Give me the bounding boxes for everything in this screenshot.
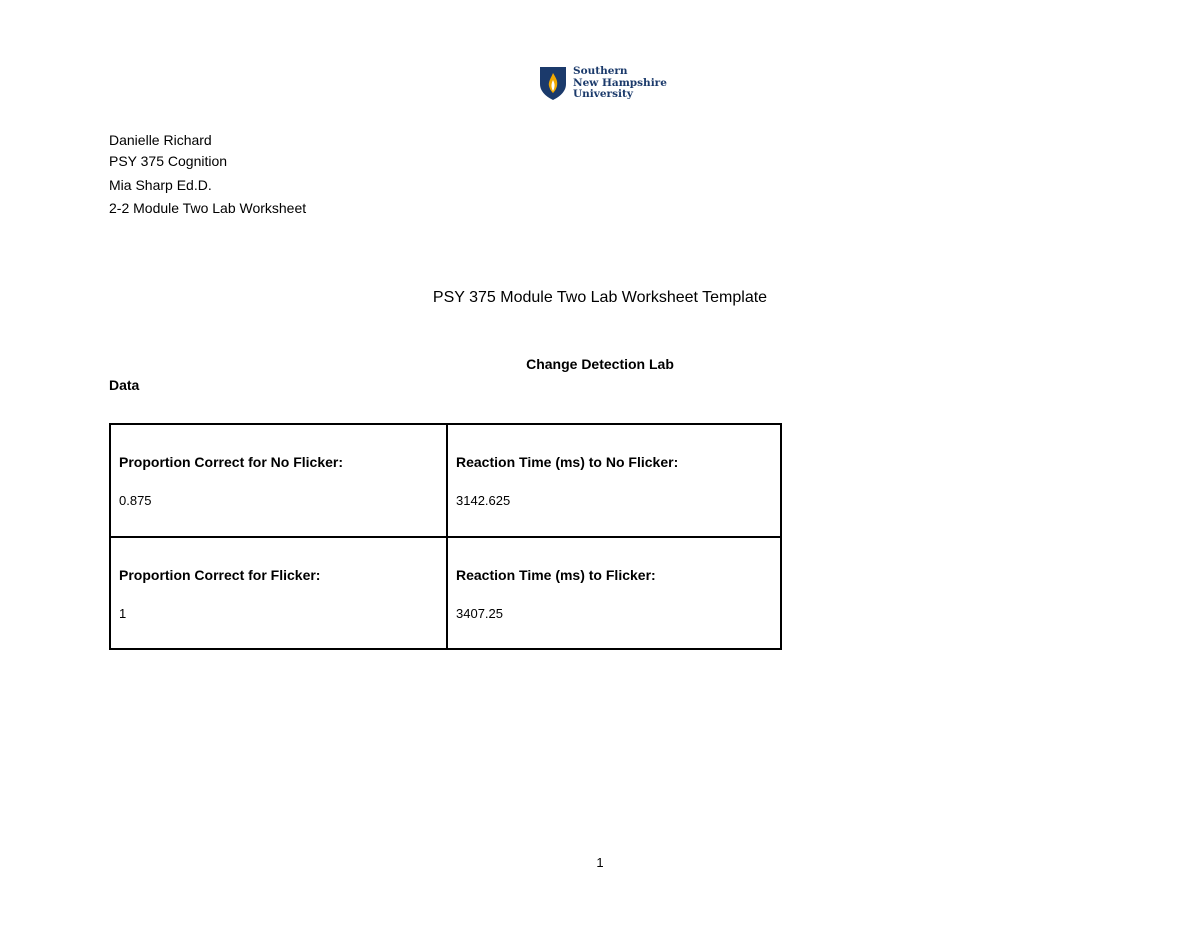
cell-label: Proportion Correct for Flicker: [119, 566, 321, 583]
assignment-name: 2-2 Module Two Lab Worksheet [109, 200, 307, 216]
cell-label: Reaction Time (ms) to No Flicker: [456, 454, 679, 470]
lab-subtitle: Change Detection Lab [526, 356, 674, 372]
table-cell [110, 424, 447, 537]
cell-value: 1 [119, 605, 127, 621]
table-cell [110, 537, 447, 650]
cell-value: 0.875 [119, 493, 152, 508]
wordmark-line-3: University [573, 88, 633, 100]
wordmark-line-1: Southern [573, 65, 628, 77]
wordmark-line-2: New Hampshire [573, 76, 667, 89]
flame-shield-icon [539, 66, 567, 101]
table-row [110, 537, 781, 650]
page-number: 1 [596, 855, 604, 870]
student-name: Danielle Richard [109, 132, 212, 148]
cell-label: Proportion Correct for No Flicker: [119, 454, 344, 470]
cell-value: 3142.625 [456, 493, 511, 508]
instructor-name: Mia Sharp Ed.D. [109, 177, 212, 193]
document-title: PSY 375 Module Two Lab Worksheet Template [432, 289, 768, 306]
lab-data-table [109, 423, 782, 650]
cell-value: 3407.25 [456, 605, 503, 621]
university-wordmark [573, 66, 667, 101]
table-cell [447, 537, 781, 650]
table-cell [447, 424, 781, 537]
table-row [110, 424, 781, 537]
university-logo [539, 66, 667, 101]
data-section-label: Data [109, 377, 140, 393]
course-name: PSY 375 Cognition [109, 153, 228, 169]
cell-label: Reaction Time (ms) to Flicker: [456, 566, 656, 583]
